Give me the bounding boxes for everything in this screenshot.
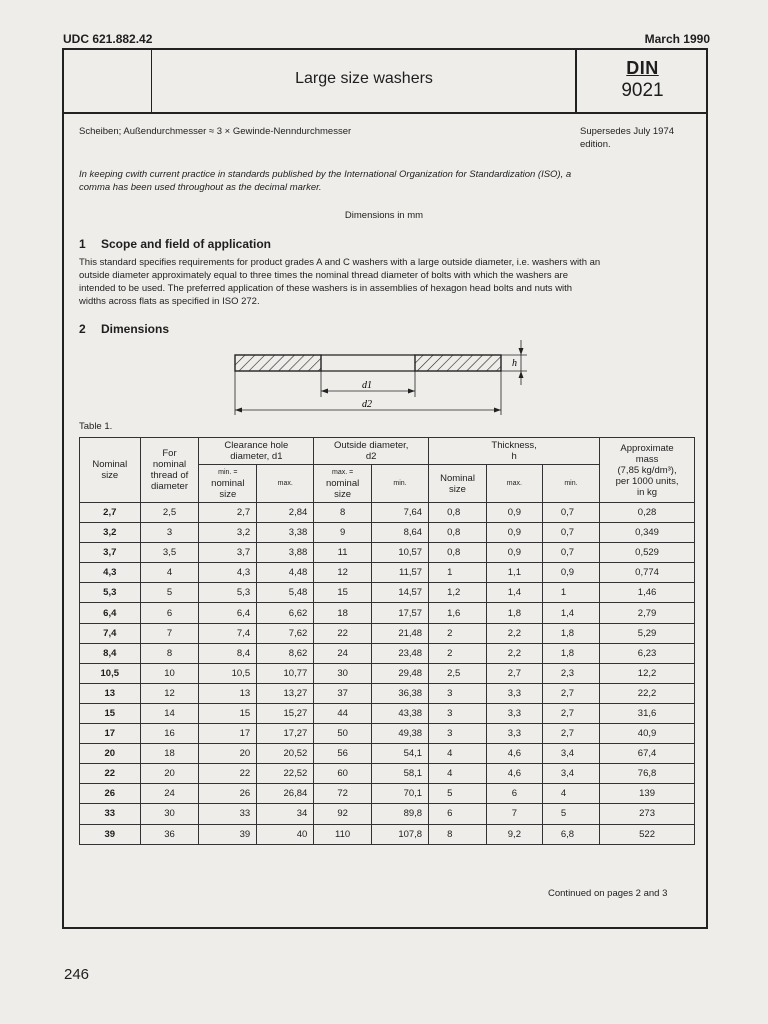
table-cell: 1 [429,563,487,583]
table-cell: 14 [140,703,199,723]
col-thickness: Thickness, h [429,438,600,465]
table-cell: 6,23 [600,643,695,663]
din-number: 9021 [621,80,664,101]
table-cell: 4,3 [80,563,141,583]
table-row [80,523,695,543]
table-row [80,784,695,804]
col-outside-diameter: Outside diameter, d2 [314,438,429,465]
table-cell: 37 [314,683,372,703]
table-cell: 0,774 [600,563,695,583]
table-cell: 6 [140,603,199,623]
table-cell: 40,9 [600,724,695,744]
table-cell: 10,57 [371,543,428,563]
table-cell: 23,48 [371,643,428,663]
table-cell: 31,6 [600,703,695,723]
table-cell: 1,46 [600,583,695,603]
table-cell: 11,57 [371,563,428,583]
table-cell: 4,6 [486,744,542,764]
table-cell: 1,4 [486,583,542,603]
table-cell: 4,6 [486,764,542,784]
table-row [80,583,695,603]
table-cell: 2,84 [257,503,314,523]
table-cell: 22,2 [600,683,695,703]
table-cell: 26 [199,784,257,804]
table-cell: 15 [199,703,257,723]
table-cell: 3 [140,523,199,543]
table-cell: 1 [542,583,599,603]
table-cell: 107,8 [371,824,428,844]
table-cell: 5 [542,804,599,824]
table-cell: 50 [314,724,372,744]
table-cell: 2,5 [429,663,487,683]
table-row [80,543,695,563]
table-cell: 0,7 [542,543,599,563]
table-cell: 0,8 [429,543,487,563]
table-cell: 72 [314,784,372,804]
din-label: DIN [626,58,659,78]
table-cell: 4 [542,784,599,804]
table-row [80,683,695,703]
table-row [80,623,695,643]
dimensions-note: Dimensions in mm [344,210,424,221]
decimal-marker-note: In keeping cwith current practice in standards published by the International Organization for Standardization (ISO), a comma has been used throughout as the decimal marker. [79,169,572,193]
table-cell: 5,3 [80,583,141,603]
table-cell: 56 [314,744,372,764]
table-cell: 10,77 [257,663,314,683]
table-cell: 10 [140,663,199,683]
table-row [80,643,695,663]
table-cell: 273 [600,804,695,824]
table-cell: 54,1 [371,744,428,764]
table-cell: 3,7 [80,543,141,563]
table-row [80,603,695,623]
table-cell: 0,7 [542,503,599,523]
page-number: 246 [64,966,90,983]
table-cell: 22,52 [257,764,314,784]
table-cell: 5,48 [257,583,314,603]
table-cell: 9 [314,523,372,543]
table-cell: 0,7 [542,523,599,543]
table-cell: 3,7 [199,543,257,563]
table-cell: 3,38 [257,523,314,543]
table-cell: 2,7 [542,724,599,744]
table-cell: 6,62 [257,603,314,623]
washer-drawing [225,335,535,420]
table-cell: 14,57 [371,583,428,603]
table-cell: 9,2 [486,824,542,844]
table-cell: 3,2 [199,523,257,543]
table-cell: 2,7 [80,503,141,523]
table-cell: 16 [140,724,199,744]
table-cell: 26 [80,784,141,804]
table-cell: 6,8 [542,824,599,844]
table-cell: 10,5 [199,663,257,683]
table-cell: 22 [199,764,257,784]
col-for-nominal-thread: For nominal thread of diameter [140,438,199,503]
washer-section-right [415,355,501,371]
table-cell: 2 [429,643,487,663]
table-cell: 5,29 [600,623,695,643]
table-cell: 7,64 [371,503,428,523]
table-cell: 17,27 [257,724,314,744]
table-caption: Table 1. [79,421,113,432]
table-cell: 44 [314,703,372,723]
table-cell: 40 [257,824,314,844]
table-cell: 1,8 [542,643,599,663]
table-cell: 15 [80,703,141,723]
table-cell: 12 [140,683,199,703]
table-cell: 0,9 [486,523,542,543]
table-cell: 139 [600,784,695,804]
table-cell: 2,5 [140,503,199,523]
section-1-body: This standard specifies requirements for product grades A and C washers with a large outside diameter, i.e. washers with an outside diameter approximately equal to three times the nominal thread diameter of bolts with which the washers are intended to be used. The preferred application of these washers is in assemblies of hexagon head bolts and nuts with widths across flats as specified in ISO 272. [79,257,601,307]
table-cell: 18 [140,744,199,764]
table-cell: 58,1 [371,764,428,784]
col-approximate-mass: Approximate mass (7,85 kg/dm³), per 1000 units, in kg [600,438,695,503]
table-cell: 4 [140,563,199,583]
table-cell: 3,4 [542,764,599,784]
din-label-box [577,48,708,114]
table-cell: 1,4 [542,603,599,623]
table-cell: 36,38 [371,683,428,703]
table-cell: 7,4 [80,623,141,643]
table-row [80,703,695,723]
washer-section-left [235,355,321,371]
table-cell: 3 [429,703,487,723]
table-cell: 2,7 [542,703,599,723]
table-cell: 6,4 [199,603,257,623]
table-cell: 8 [314,503,372,523]
table-cell: 2 [429,623,487,643]
table-cell: 4,3 [199,563,257,583]
table-cell: 20 [199,744,257,764]
table-cell: 1,1 [486,563,542,583]
table-cell: 33 [199,804,257,824]
table-cell: 2,7 [486,663,542,683]
table-cell: 2,2 [486,643,542,663]
h-label: h [512,358,517,369]
german-title: Scheiben; Außendurchmesser ≈ 3 × Gewinde-Nenndurchmesser [79,126,352,137]
table-cell: 0,9 [486,503,542,523]
table-cell: 5 [140,583,199,603]
table-row [80,764,695,784]
table-cell: 3,3 [486,703,542,723]
col-nominal-size: Nominal size [80,438,141,503]
table-cell: 24 [140,784,199,804]
table-cell: 5,3 [199,583,257,603]
table-cell: 3,4 [542,744,599,764]
table-cell: 34 [257,804,314,824]
table-cell: 8 [429,824,487,844]
table-cell: 3,5 [140,543,199,563]
table-cell: 0,28 [600,503,695,523]
table-cell: 1,8 [486,603,542,623]
table-cell: 3,3 [486,724,542,744]
table-row [80,804,695,824]
table-row [80,744,695,764]
table-cell: 4,48 [257,563,314,583]
table-cell: 7 [486,804,542,824]
table-cell: 21,48 [371,623,428,643]
col-clearance-hole: Clearance hole diameter, d1 [199,438,314,465]
table-cell: 2,2 [486,623,542,643]
table-cell: 20 [80,744,141,764]
table-cell: 2,3 [542,663,599,683]
table-cell: 26,84 [257,784,314,804]
udc-code: UDC 621.882.42 [63,32,153,46]
table-cell: 3 [429,683,487,703]
d1-label: d1 [362,380,372,391]
table-row [80,503,695,523]
table-cell: 15,27 [257,703,314,723]
table-cell: 2,79 [600,603,695,623]
section-1-heading: 1 Scope and field of application [79,237,272,251]
table-cell: 15 [314,583,372,603]
table-cell: 3,2 [80,523,141,543]
table-cell: 67,4 [600,744,695,764]
table-cell: 12 [314,563,372,583]
table-cell: 39 [80,824,141,844]
table-cell: 20,52 [257,744,314,764]
table-cell: 29,48 [371,663,428,683]
table-cell: 8,64 [371,523,428,543]
table-cell: 17 [199,724,257,744]
table-cell: 39 [199,824,257,844]
table-cell: 7,4 [199,623,257,643]
table-cell: 8,62 [257,643,314,663]
table-cell: 7,62 [257,623,314,643]
table-cell: 5 [429,784,487,804]
table-cell: 4 [429,764,487,784]
table-cell: 2,7 [199,503,257,523]
continued-note: Continued on pages 2 and 3 [548,888,668,899]
table-row [80,724,695,744]
table-cell: 8 [140,643,199,663]
table-cell: 30 [140,804,199,824]
table-cell: 0,529 [600,543,695,563]
table-cell: 10,5 [80,663,141,683]
table-cell: 22 [80,764,141,784]
table-cell: 12,2 [600,663,695,683]
table-cell: 110 [314,824,372,844]
table-cell: 43,38 [371,703,428,723]
table-cell: 89,8 [371,804,428,824]
table-cell: 6 [486,784,542,804]
table-cell: 0,8 [429,523,487,543]
table-cell: 3 [429,724,487,744]
table-cell: 0,349 [600,523,695,543]
table-cell: 0,9 [542,563,599,583]
table-cell: 24 [314,643,372,663]
table-cell: 70,1 [371,784,428,804]
table-cell: 11 [314,543,372,563]
table-row [80,663,695,683]
table-cell: 4 [429,744,487,764]
table-cell: 3,88 [257,543,314,563]
table-cell: 0,9 [486,543,542,563]
table-cell: 18 [314,603,372,623]
table-cell: 6 [429,804,487,824]
table-cell: 17 [80,724,141,744]
publication-date: March 1990 [644,32,710,46]
table-cell: 6,4 [80,603,141,623]
table-cell: 3,3 [486,683,542,703]
table-cell: 13 [199,683,257,703]
table-cell: 8,4 [199,643,257,663]
table-cell: 1,2 [429,583,487,603]
table-cell: 30 [314,663,372,683]
table-cell: 8,4 [80,643,141,663]
table-cell: 22 [314,623,372,643]
document-title: Large size washers [295,70,433,87]
table-cell: 76,8 [600,764,695,784]
table-cell: 13,27 [257,683,314,703]
table-cell: 36 [140,824,199,844]
table-cell: 33 [80,804,141,824]
table-row [80,824,695,844]
table-cell: 7 [140,623,199,643]
table-cell: 2,7 [542,683,599,703]
table-cell: 17,57 [371,603,428,623]
washer-dimensions-table: Nominal size For nominal thread of diameter Clearance hole diameter, d1 Outside diameter, d2 Thickness, h Approximate mass (7,85 kg/dm³), per 1000 units, in kg min. = nominal size max. max. = nominal size min. Nominal size max. min. 2,7 2,5 2,7 2,84 8 7,64 0,8 0,9 0,7 0,28 3,2 3 3,2 3,38 9 8,64 0,8 0,9 0,7 0,349 3,7 3,5 3,7 3,88 11 10,57 0,8 0,9 0,7 0,529 4,3 4 4,3 4,48 12 11,57 1 1,1 0,9 0,774 5,3 5 5,3 5,48 15 14,57 1,2 1,4 1 1,46 6,4 6 6,4 6,62 18 17,57 1,6 1,8 1,4 2,79 7,4 7 7,4 7,62 22 21,48 2 2,2 1,8 5,29 8,4 8 8,4 8,62 24 23,48 2 2,2 1,8 6,23 10,5 10 10,5 10,77 30 29,48 2,5 2,7 2,3 12,2 13 12 13 13,27 37 36,38 3 3,3 2,7 22,2 15 14 15 15,27 44 43,38 3 3,3 2,7 31,6 17 16 17 17,27 50 49,38 3 3,3 2,7 40,9 20 18 20 20,52 56 54,1 4 4,6 3,4 67,4 22 20 22 22,52 60 58,1 4 4,6 3,4 76,8 26 24 26 26,84 72 70,1 5 6 4 139 33 30 33 34 92 89,8 6 7 5 273 39 36 39 40 110 107,8 8 9,2 6,8 522 [79,437,695,845]
table-cell: 20 [140,764,199,784]
table-cell: 1,6 [429,603,487,623]
table-cell: 92 [314,804,372,824]
supersedes: Supersedes July 1974 edition. [580,126,675,150]
table-cell: 13 [80,683,141,703]
table-cell: 1,8 [542,623,599,643]
section-2-heading: 2 Dimensions [79,322,170,336]
table-cell: 49,38 [371,724,428,744]
table-cell: 522 [600,824,695,844]
table-cell: 0,8 [429,503,487,523]
table-cell: 60 [314,764,372,784]
table-row [80,563,695,583]
d2-label: d2 [362,399,372,410]
